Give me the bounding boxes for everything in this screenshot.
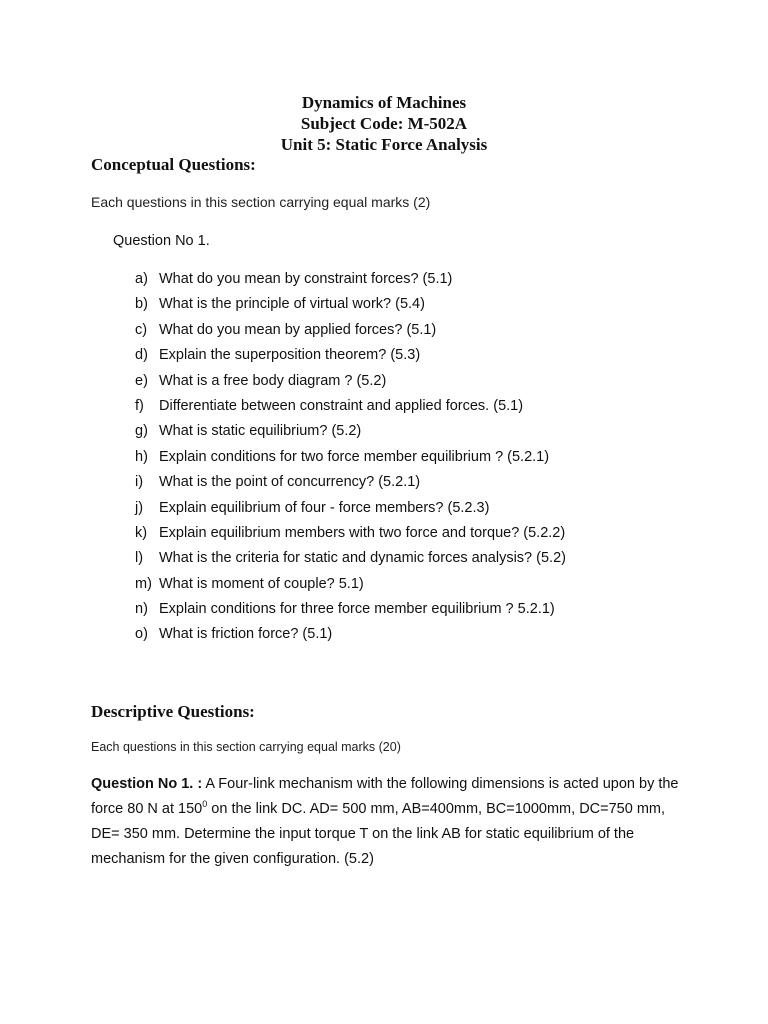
conceptual-question-item	[135, 597, 566, 622]
conceptual-question-item	[135, 445, 566, 470]
conceptual-heading: Conceptual Questions:	[91, 155, 256, 174]
descriptive-marks-note: Each questions in this section carrying equal marks (20)	[91, 740, 401, 754]
conceptual-question-item	[135, 419, 566, 444]
descriptive-question-text-part2: on the link DC. AD= 500 mm, AB=400mm, BC=1000mm, DC=750 mm, DE= 350 mm. Determine the input torque T on the link AB for static equilibrium of the mechanism for the given configuration. (5.2)	[91, 801, 666, 867]
question-letter: g)	[135, 423, 148, 440]
conceptual-question-item	[135, 318, 566, 343]
question-text: Explain conditions for three force member equilibrium ? 5.2.1)	[159, 601, 555, 618]
conceptual-question-item	[135, 343, 566, 368]
descriptive-question-label: Question No 1. :	[91, 776, 203, 792]
question-letter: a)	[135, 271, 148, 287]
question-letter: h)	[135, 448, 148, 465]
question-text: What is the criteria for static and dynamic forces analysis? (5.2)	[159, 550, 566, 567]
conceptual-question-item	[135, 622, 566, 647]
degree-superscript: 0	[202, 799, 208, 810]
subject-code: Subject Code: M-502A	[300, 114, 468, 133]
conceptual-question-list	[135, 267, 566, 648]
conceptual-question-item	[135, 521, 566, 546]
question-letter: f)	[135, 397, 144, 414]
question-text: What is the principle of virtual work? (5.4)	[159, 296, 425, 313]
conceptual-question-item	[135, 267, 566, 292]
question-letter: c)	[135, 321, 148, 338]
question-text: What is static equilibrium? (5.2)	[159, 423, 362, 440]
question-text: Explain equilibrium members with two force and torque? (5.2.2)	[159, 524, 566, 541]
question-text: What is moment of couple? 5.1)	[159, 575, 364, 592]
descriptive-question-1	[91, 772, 691, 872]
unit-title: Unit 5: Static Force Analysis	[280, 135, 488, 154]
question-letter: j)	[135, 499, 144, 516]
question-text: Explain equilibrium of four - force members? (5.2.3)	[159, 499, 490, 516]
question-letter: e)	[135, 372, 148, 389]
conceptual-question-item	[135, 394, 566, 419]
question-letter: n)	[135, 601, 148, 618]
course-title: Dynamics of Machines	[301, 93, 467, 112]
question-text: What is the point of concurrency? (5.2.1)	[159, 474, 421, 491]
document-title-block	[0, 92, 768, 155]
question-text: What is a free body diagram ? (5.2)	[159, 372, 387, 389]
conceptual-question-item	[135, 369, 566, 394]
conceptual-question-label: Question No 1.	[113, 233, 210, 249]
question-letter: i)	[135, 474, 144, 491]
descriptive-question-text-part1: A Four-link mechanism with the following dimensions is acted upon by the force 80 N at 150	[91, 776, 679, 817]
question-letter: m)	[135, 575, 152, 592]
question-letter: o)	[135, 626, 148, 643]
question-text: Explain the superposition theorem? (5.3)	[159, 347, 421, 364]
conceptual-question-item	[135, 572, 566, 597]
question-letter: d)	[135, 347, 148, 364]
conceptual-question-item	[135, 546, 566, 571]
question-letter: l)	[135, 550, 144, 567]
question-letter: b)	[135, 296, 148, 313]
conceptual-question-item	[135, 292, 566, 317]
descriptive-heading: Descriptive Questions:	[91, 702, 255, 721]
question-letter: k)	[135, 524, 148, 541]
question-text: What do you mean by applied forces? (5.1)	[159, 321, 437, 338]
conceptual-question-item	[135, 470, 566, 495]
question-text: What is friction force? (5.1)	[159, 626, 333, 643]
conceptual-marks-note: Each questions in this section carrying equal marks (2)	[91, 194, 431, 210]
question-text: What do you mean by constraint forces? (5.1)	[159, 271, 453, 287]
question-text: Differentiate between constraint and applied forces. (5.1)	[159, 397, 524, 414]
conceptual-question-item	[135, 496, 566, 521]
question-text: Explain conditions for two force member equilibrium ? (5.2.1)	[159, 448, 550, 465]
